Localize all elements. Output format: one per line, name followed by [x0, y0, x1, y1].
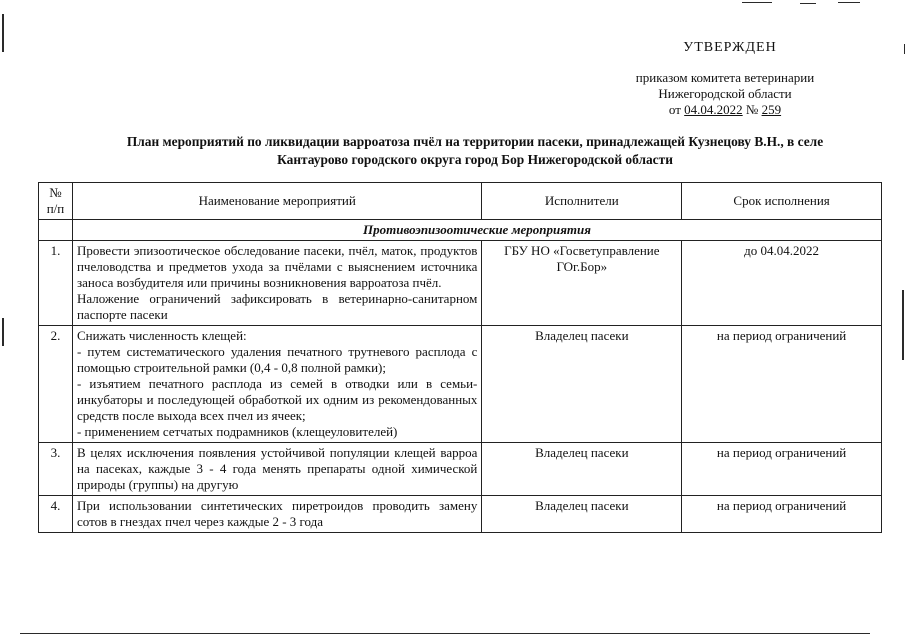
scan-top-mark-1: [742, 2, 772, 3]
scan-top-mark-2: [800, 3, 816, 4]
measure-line: Наложение ограничений зафиксировать в ветеринарно-санитарном паспорте пасеки: [76, 291, 478, 322]
row-measure: [72, 241, 481, 326]
approval-date-prefix: от: [668, 102, 681, 117]
approval-heading: УТВЕРЖДЕН: [683, 40, 777, 55]
scan-edge-mark-left: [2, 14, 4, 52]
header-measure-name: Наименование мероприятий: [72, 183, 481, 220]
section-row: [39, 220, 882, 241]
header-number: [39, 183, 73, 220]
row-measure: [72, 443, 481, 496]
row-measure: [72, 326, 481, 443]
measure-line: - изъятием печатного расплода из семей в отводки или в семьи-инкубаторы и последующей обработкой их одним из рекомендованных средств после выхода всех пчел из ячеек;: [76, 376, 478, 423]
approval-line-1: приказом комитета ветеринарии: [635, 70, 815, 85]
row-number: 2.: [39, 326, 73, 443]
table-header-row: [39, 183, 882, 220]
measures-table: [38, 182, 882, 533]
header-number-line-2: п/п: [46, 201, 65, 216]
approval-date-line: [560, 102, 890, 118]
approval-stamp: [560, 40, 890, 118]
row-measure: [72, 496, 481, 533]
scan-bottom-line: [20, 633, 870, 634]
measure-line: При использовании синтетических пиретроидов проводить замену сотов в гнездах пчел через каждые 2 - 3 года: [76, 498, 478, 529]
measure-line: Снижать численность клещей:: [76, 328, 247, 343]
table-row: [39, 496, 882, 533]
row-executor: Владелец пасеки: [482, 443, 682, 496]
row-executor: Владелец пасеки: [482, 326, 682, 443]
table-row: [39, 443, 882, 496]
row-term: на период ограничений: [682, 326, 882, 443]
measure-line: - применением сетчатых подрамников (клещеуловителей): [76, 424, 398, 439]
row-term: на период ограничений: [682, 496, 882, 533]
header-executors: Исполнители: [482, 183, 682, 220]
header-term: Срок исполнения: [682, 183, 882, 220]
title-line-1: План мероприятий по ликвидации варроатоза пчёл на территории пасеки, принадлежащей Кузнецову В.Н., в селе: [126, 134, 824, 149]
measure-line: В целях исключения появления устойчивой популяции клещей варроа на пасеках, каждые 3 - 4 года менять препараты одной химической природы (группы) на другую: [76, 445, 478, 492]
section-number-cell: [39, 220, 73, 241]
row-executor: Владелец пасеки: [482, 496, 682, 533]
title-line-2: Кантаурово городского округа город Бор Нижегородской области: [277, 152, 673, 167]
table-row: [39, 326, 882, 443]
measure-line: - путем систематического удаления печатного трутневого расплода с помощью строительной рамки (0,4 - 0,8 полной рамки);: [76, 344, 478, 375]
approval-number: 259: [761, 102, 782, 117]
header-number-line-1: №: [49, 185, 62, 200]
approval-line-2: Нижегородской области: [658, 86, 792, 101]
row-term: на период ограничений: [682, 443, 882, 496]
row-term: до 04.04.2022: [682, 241, 882, 326]
approval-date: 04.04.2022: [684, 102, 743, 117]
measure-line: Провести эпизоотическое обследование пасеки, пчёл, маток, продуктов пчеловодства и предметов ухода за пчёлами с выяснением источника заноса возбудителя или причины возникновения варроатоза пчёл.: [76, 243, 478, 290]
row-number: 3.: [39, 443, 73, 496]
approval-number-prefix: №: [745, 102, 759, 117]
document-title: [60, 133, 890, 169]
row-executor: ГБУ НО «Госветуправление ГОг.Бор»: [482, 241, 682, 326]
table-row: [39, 241, 882, 326]
row-number: 4.: [39, 496, 73, 533]
section-title: Противоэпизоотические мероприятия: [72, 220, 881, 241]
row-number: 1.: [39, 241, 73, 326]
scan-edge-mark-right: [902, 290, 904, 360]
scan-edge-mark-left-lower: [2, 318, 4, 346]
scan-top-mark-3: [838, 2, 860, 3]
